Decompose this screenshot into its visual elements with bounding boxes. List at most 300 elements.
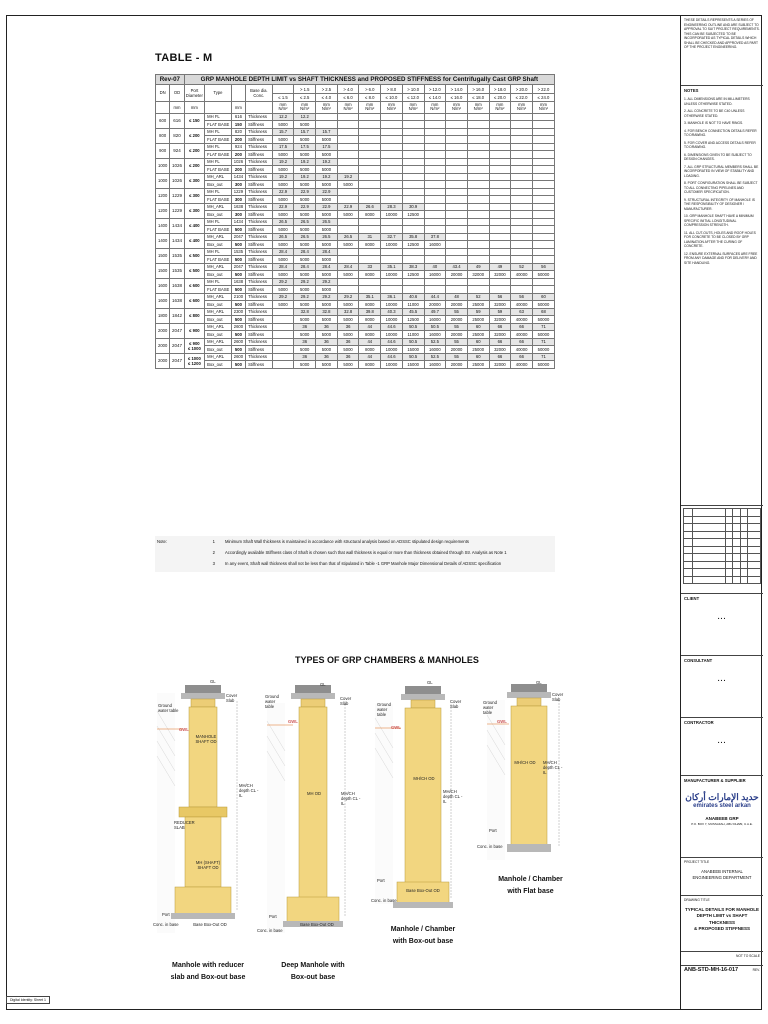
value-cell: 56 xyxy=(489,293,511,301)
value-cell: 55 xyxy=(446,323,468,331)
port-value: ≤ 600 xyxy=(189,283,200,288)
value-cell xyxy=(467,256,489,264)
od-cell: 2047 xyxy=(170,323,184,338)
value-cell xyxy=(359,286,381,294)
unit-blank xyxy=(246,101,273,113)
od-cell: 1229 xyxy=(170,188,184,203)
unit-cell xyxy=(402,101,424,113)
value-cell xyxy=(489,173,511,181)
value-cell xyxy=(511,143,533,151)
value-cell: 25000 xyxy=(467,301,489,309)
header-type: Type xyxy=(205,85,232,102)
ground-water-label: Ground water table xyxy=(377,702,391,717)
depth-header-bottom: ≤ 16.0 xyxy=(446,94,468,102)
drawing-number-block xyxy=(681,966,763,986)
unit-cell xyxy=(446,101,468,113)
value-cell: 10000 xyxy=(381,361,403,369)
unit-mm: mm xyxy=(279,102,287,107)
revision-row xyxy=(684,509,761,517)
type-cell: FLAT BASE xyxy=(205,136,232,144)
value-cell: 5000 xyxy=(337,316,359,324)
value-cell xyxy=(446,151,468,159)
value-cell xyxy=(424,181,446,189)
value-cell: 5000 xyxy=(272,301,294,309)
value-cell: 48 xyxy=(446,293,468,301)
value-cell xyxy=(359,188,381,196)
value-cell: 17.5 xyxy=(316,143,338,151)
value-cell: 16000 xyxy=(424,316,446,324)
ground-water-label: Ground water table xyxy=(265,694,279,709)
value-cell xyxy=(511,248,533,256)
base-cell: 500 xyxy=(231,226,245,234)
client-value: ... xyxy=(717,614,727,621)
value-cell: 25000 xyxy=(467,331,489,339)
value-cell: 25000 xyxy=(467,361,489,369)
unit-mm: mm xyxy=(322,102,330,107)
value-cell: 36 xyxy=(337,323,359,331)
table-row xyxy=(156,166,555,174)
revision-cell xyxy=(693,561,726,569)
port-cell xyxy=(184,173,204,188)
value-cell xyxy=(337,113,359,121)
row-label: Thickness xyxy=(246,143,273,151)
value-cell: 32.8 xyxy=(316,308,338,316)
value-cell: 29.2 xyxy=(272,278,294,286)
value-cell xyxy=(359,113,381,121)
scale-block xyxy=(681,952,763,966)
base-label: Base Box-Out OD xyxy=(300,922,334,927)
dn-cell: 1400 xyxy=(156,218,170,233)
value-cell: 56 xyxy=(532,263,554,271)
type-cell: FLAT BASE xyxy=(205,166,232,174)
value-cell: 8000 xyxy=(359,301,381,309)
value-cell xyxy=(467,143,489,151)
type-cell: MH_ARL xyxy=(205,308,232,316)
port-cell xyxy=(184,293,204,308)
value-cell: 66 xyxy=(511,338,533,346)
unit-stiffness: N/m² xyxy=(386,106,396,111)
value-cell: 25000 xyxy=(467,316,489,324)
note-row xyxy=(155,558,555,569)
caption-line: Manhole / Chamber xyxy=(498,876,563,883)
unit-blank xyxy=(205,101,232,113)
port-value: ≤ 200 xyxy=(189,133,200,138)
row-label: Thickness xyxy=(246,233,273,241)
value-cell: 32000 xyxy=(489,316,511,324)
base-cell: 200 xyxy=(231,151,245,159)
value-cell: 50000 xyxy=(532,271,554,279)
value-cell: 5000 xyxy=(337,271,359,279)
revision-cell xyxy=(748,531,761,539)
depth-header-bottom: ≤ 1.5 xyxy=(272,94,294,102)
depth-header-top: > 12.0 xyxy=(424,85,446,94)
value-cell: 36 xyxy=(316,323,338,331)
value-cell xyxy=(489,248,511,256)
value-cell xyxy=(316,121,338,129)
value-cell xyxy=(381,166,403,174)
table-row xyxy=(156,181,555,189)
revision-row xyxy=(684,569,761,577)
dn-cell: 1500 xyxy=(156,248,170,263)
value-cell xyxy=(532,181,554,189)
table-row xyxy=(156,218,555,226)
revision-cell xyxy=(740,539,747,547)
dn-cell: 1800 xyxy=(156,308,170,323)
revision-cell xyxy=(684,569,693,577)
value-cell xyxy=(467,113,489,121)
revision-cell xyxy=(693,524,726,532)
port-cell xyxy=(184,248,204,263)
client-label: CLIENT xyxy=(684,596,700,601)
drawing-title-block xyxy=(681,896,763,952)
value-cell xyxy=(402,173,424,181)
revision-cell xyxy=(684,576,693,584)
value-cell: 5000 xyxy=(316,361,338,369)
depth-header-bottom: ≤ 4.0 xyxy=(316,94,338,102)
value-cell: 50000 xyxy=(532,316,554,324)
value-cell xyxy=(424,196,446,204)
unit-cell xyxy=(467,101,489,113)
port-value: ≤ 300 xyxy=(189,193,200,198)
value-cell xyxy=(272,323,294,331)
value-cell: 71 xyxy=(532,338,554,346)
revision-row xyxy=(684,546,761,554)
base-cell: 1026 xyxy=(231,158,245,166)
cover-slab-label: Cover Slab xyxy=(226,693,238,703)
value-cell: 50.5 xyxy=(402,353,424,361)
value-cell: 45.5 xyxy=(402,308,424,316)
value-cell: 5000 xyxy=(316,226,338,234)
depth-header-bottom: ≤ 6.0 xyxy=(337,94,359,102)
base-cell: 2047 xyxy=(231,233,245,241)
value-cell: 60 xyxy=(467,338,489,346)
value-cell xyxy=(489,218,511,226)
company-name: ANABEEB GRP xyxy=(705,816,739,821)
consultant-block xyxy=(681,656,763,718)
value-cell: 52.5 xyxy=(424,353,446,361)
value-cell xyxy=(381,136,403,144)
od-cell: 2047 xyxy=(170,353,184,368)
table-row xyxy=(156,271,555,279)
value-cell xyxy=(337,143,359,151)
revision-row xyxy=(684,531,761,539)
depth-header-first xyxy=(272,85,294,94)
value-cell: 40000 xyxy=(511,316,533,324)
value-cell: 5000 xyxy=(272,151,294,159)
unit-mm: mm xyxy=(518,102,526,107)
value-cell: 39.8 xyxy=(359,308,381,316)
value-cell: 60 xyxy=(532,293,554,301)
value-cell: 5000 xyxy=(316,196,338,204)
notes-block xyxy=(681,86,763,506)
value-cell: 19.2 xyxy=(272,158,294,166)
revision-row xyxy=(684,554,761,562)
value-cell: 50000 xyxy=(532,301,554,309)
row-label: Stiffness xyxy=(246,271,273,279)
value-cell: 44.6 xyxy=(381,353,403,361)
gl-label: GL xyxy=(320,682,326,687)
depth-header-top: > 2.5 xyxy=(316,85,338,94)
depth-header-top: > 10.0 xyxy=(402,85,424,94)
table-row xyxy=(156,353,555,361)
unit-cell xyxy=(294,101,316,113)
header-dn: DN xyxy=(156,85,170,102)
note-item: 7. ALL GRP STRUCTURAL MEMBERS SHALL BE INCORPORATED IN VIEW OF STABILITY AND LOADING. xyxy=(684,164,759,178)
value-cell xyxy=(337,256,359,264)
od-cell: 616 xyxy=(170,113,184,128)
project-line: ANABEEB INTERNAL xyxy=(701,868,743,874)
revision-cell xyxy=(684,561,693,569)
value-cell: 5000 xyxy=(272,166,294,174)
port-value: ≤ 500 xyxy=(189,268,200,273)
value-cell: 5000 xyxy=(337,241,359,249)
value-cell: 36.1 xyxy=(381,293,403,301)
shaft-od-label: MH OD xyxy=(307,791,321,796)
value-cell xyxy=(381,173,403,181)
port-cell xyxy=(184,188,204,203)
revision-cell xyxy=(733,539,740,547)
port-value: ≤ 1200 xyxy=(188,360,201,366)
value-cell xyxy=(489,143,511,151)
unit-stiffness: N/m² xyxy=(343,106,353,111)
value-cell xyxy=(511,188,533,196)
value-cell xyxy=(446,158,468,166)
port-cell xyxy=(184,128,204,143)
value-cell: 43.4 xyxy=(446,263,468,271)
depth-header-bottom: ≤ 14.0 xyxy=(424,94,446,102)
port-value: ≤ 300 xyxy=(189,208,200,213)
note-item: 8. PORT CONFIGURATION SHALL BE SUBJECT TO ALL CONNECTING PIPELINES AND CUSTOMER SPECIFICATION. xyxy=(684,181,758,194)
value-cell xyxy=(424,173,446,181)
value-cell: 5000 xyxy=(272,121,294,129)
revision-cell xyxy=(748,516,761,524)
value-cell: 32000 xyxy=(467,271,489,279)
value-cell xyxy=(402,121,424,129)
base-cell: 150 xyxy=(231,121,245,129)
value-cell: 5000 xyxy=(294,271,316,279)
value-cell: 66 xyxy=(489,353,511,361)
value-cell: 5000 xyxy=(316,151,338,159)
type-cell: MH_ARL xyxy=(205,338,232,346)
conc-label: Conc. in base xyxy=(477,844,503,849)
value-cell: 66 xyxy=(489,338,511,346)
base-cell: 2047 xyxy=(231,263,245,271)
value-cell xyxy=(532,151,554,159)
gl-label: GL xyxy=(536,680,542,685)
diagram-caption xyxy=(153,960,263,984)
table-row xyxy=(156,263,555,271)
value-cell xyxy=(532,173,554,181)
value-cell: 10000 xyxy=(381,331,403,339)
table-row xyxy=(156,158,555,166)
type-cell: FLAT BASE xyxy=(205,121,232,129)
port-value: ≤ 1000 xyxy=(188,355,201,361)
value-cell xyxy=(337,166,359,174)
value-cell xyxy=(337,248,359,256)
value-cell xyxy=(511,173,533,181)
value-cell xyxy=(467,233,489,241)
value-cell: 17.5 xyxy=(294,143,316,151)
base-cell: 2600 xyxy=(231,338,245,346)
value-cell xyxy=(359,121,381,129)
row-label: Stiffness xyxy=(246,301,273,309)
value-cell xyxy=(489,181,511,189)
revision-cell xyxy=(725,561,732,569)
value-cell xyxy=(511,113,533,121)
base-label: Base Box-Out OD xyxy=(193,922,227,927)
value-cell xyxy=(467,181,489,189)
revision-cell xyxy=(693,546,726,554)
revision-cell xyxy=(740,576,747,584)
value-cell xyxy=(424,136,446,144)
value-cell xyxy=(532,166,554,174)
type-cell: MH FL xyxy=(205,218,232,226)
value-cell: 8000 xyxy=(359,361,381,369)
value-cell xyxy=(402,226,424,234)
row-label: Thickness xyxy=(246,173,273,181)
value-cell: 10000 xyxy=(381,346,403,354)
note-row xyxy=(155,547,555,558)
revision-cell xyxy=(725,539,732,547)
value-cell: 36 xyxy=(294,338,316,346)
unit-stiffness: N/m² xyxy=(278,106,288,111)
port-cell xyxy=(184,308,204,323)
revision-cell xyxy=(748,539,761,547)
value-cell: 49.7 xyxy=(424,308,446,316)
revision-cell xyxy=(733,531,740,539)
value-cell xyxy=(402,143,424,151)
base-cell: 1535 xyxy=(231,248,245,256)
revision-cell xyxy=(748,524,761,532)
unit-cell xyxy=(489,101,511,113)
value-cell: 44.6 xyxy=(381,338,403,346)
value-cell xyxy=(446,248,468,256)
revision-cell xyxy=(733,561,740,569)
unit-cell xyxy=(316,101,338,113)
value-cell: 5000 xyxy=(294,361,316,369)
value-cell: 11000 xyxy=(402,331,424,339)
value-cell xyxy=(467,158,489,166)
caption-line: with Flat base xyxy=(507,888,554,895)
row-label: Stiffness xyxy=(246,151,273,159)
value-cell: 5000 xyxy=(337,361,359,369)
diagram-caption xyxy=(483,874,578,898)
note-item: 4. FOR BENCH CONNECTION DETAILS REFER TO DRAWING. xyxy=(684,128,757,137)
value-cell: 5000 xyxy=(316,136,338,144)
conc-label: Conc. in base xyxy=(371,898,397,903)
value-cell: 5000 xyxy=(272,181,294,189)
value-cell xyxy=(402,128,424,136)
value-cell xyxy=(272,331,294,339)
base-cell: 500 xyxy=(231,241,245,249)
type-cell: Box_out xyxy=(205,241,232,249)
unit-cell xyxy=(424,101,446,113)
dn-cell: 1500 xyxy=(156,263,170,278)
value-cell xyxy=(511,218,533,226)
value-cell xyxy=(511,181,533,189)
value-cell: 66 xyxy=(511,353,533,361)
revision-cell xyxy=(684,546,693,554)
value-cell xyxy=(381,128,403,136)
row-label: Stiffness xyxy=(246,256,273,264)
note-text: Minimum Shaft Wall thickness is maintained in accordance with structural analysis based on ADSSC stipulated design requirements xyxy=(225,539,469,544)
depth-header-bottom: ≤ 8.0 xyxy=(359,94,381,102)
port-cell xyxy=(184,263,204,278)
depth-header-top: > 6.0 xyxy=(359,85,381,94)
port-cell xyxy=(184,278,204,293)
unit-mm: mm xyxy=(431,102,439,107)
value-cell xyxy=(402,196,424,204)
value-cell xyxy=(381,158,403,166)
value-cell: 56 xyxy=(511,293,533,301)
value-cell xyxy=(532,113,554,121)
value-cell xyxy=(424,278,446,286)
value-cell: 36 xyxy=(316,353,338,361)
table-notes xyxy=(155,536,555,572)
value-cell: 52.5 xyxy=(424,338,446,346)
value-cell xyxy=(359,173,381,181)
value-cell: 52 xyxy=(467,293,489,301)
revision-cell xyxy=(725,554,732,562)
value-cell: 16000 xyxy=(424,241,446,249)
value-cell: 29.2 xyxy=(294,293,316,301)
value-cell xyxy=(446,113,468,121)
value-cell: 5000 xyxy=(337,331,359,339)
value-cell xyxy=(381,188,403,196)
value-cell: 20000 xyxy=(446,316,468,324)
value-cell: 5000 xyxy=(294,346,316,354)
value-cell: 32.8 xyxy=(294,308,316,316)
value-cell xyxy=(424,151,446,159)
value-cell xyxy=(446,218,468,226)
depth-label: MH/CH depth CL - IL xyxy=(341,791,361,806)
value-cell xyxy=(532,218,554,226)
type-cell: MH FL xyxy=(205,278,232,286)
unit-stiffness: N/m² xyxy=(495,106,505,111)
gwl-label: GWL xyxy=(288,719,298,724)
company-address: P.O. BOX 7, MUSSAFAH, ABU DHABI, U.A.E. xyxy=(691,822,753,826)
port-value: ≤ 150 xyxy=(189,118,200,123)
revision-cell xyxy=(733,576,740,584)
revision-cell xyxy=(740,561,747,569)
value-cell xyxy=(381,121,403,129)
value-cell: 5000 xyxy=(272,256,294,264)
value-cell xyxy=(272,353,294,361)
port-cell xyxy=(184,203,204,218)
value-cell xyxy=(359,158,381,166)
value-cell xyxy=(467,196,489,204)
value-cell: 60 xyxy=(467,353,489,361)
value-cell: 5000 xyxy=(272,196,294,204)
drawing-title-line: TYPICAL DETAILS FOR MANHOLE xyxy=(684,906,760,912)
value-cell xyxy=(359,256,381,264)
value-cell: 12.2 xyxy=(294,113,316,121)
diagram-caption xyxy=(373,924,473,948)
table-row xyxy=(156,331,555,339)
contractor-block xyxy=(681,718,763,776)
base-cell: 300 xyxy=(231,211,245,219)
revision-cell xyxy=(748,576,761,584)
scale-value: NOT TO SCALE xyxy=(735,954,760,958)
dn-cell: 600 xyxy=(156,113,170,128)
value-cell xyxy=(359,218,381,226)
base-cell: 500 xyxy=(231,316,245,324)
port-label: Port xyxy=(269,914,277,919)
header-port: Port Diameter xyxy=(184,85,204,102)
title-block xyxy=(680,16,763,1009)
unit-cell xyxy=(532,101,554,113)
row-label: Thickness xyxy=(246,188,273,196)
